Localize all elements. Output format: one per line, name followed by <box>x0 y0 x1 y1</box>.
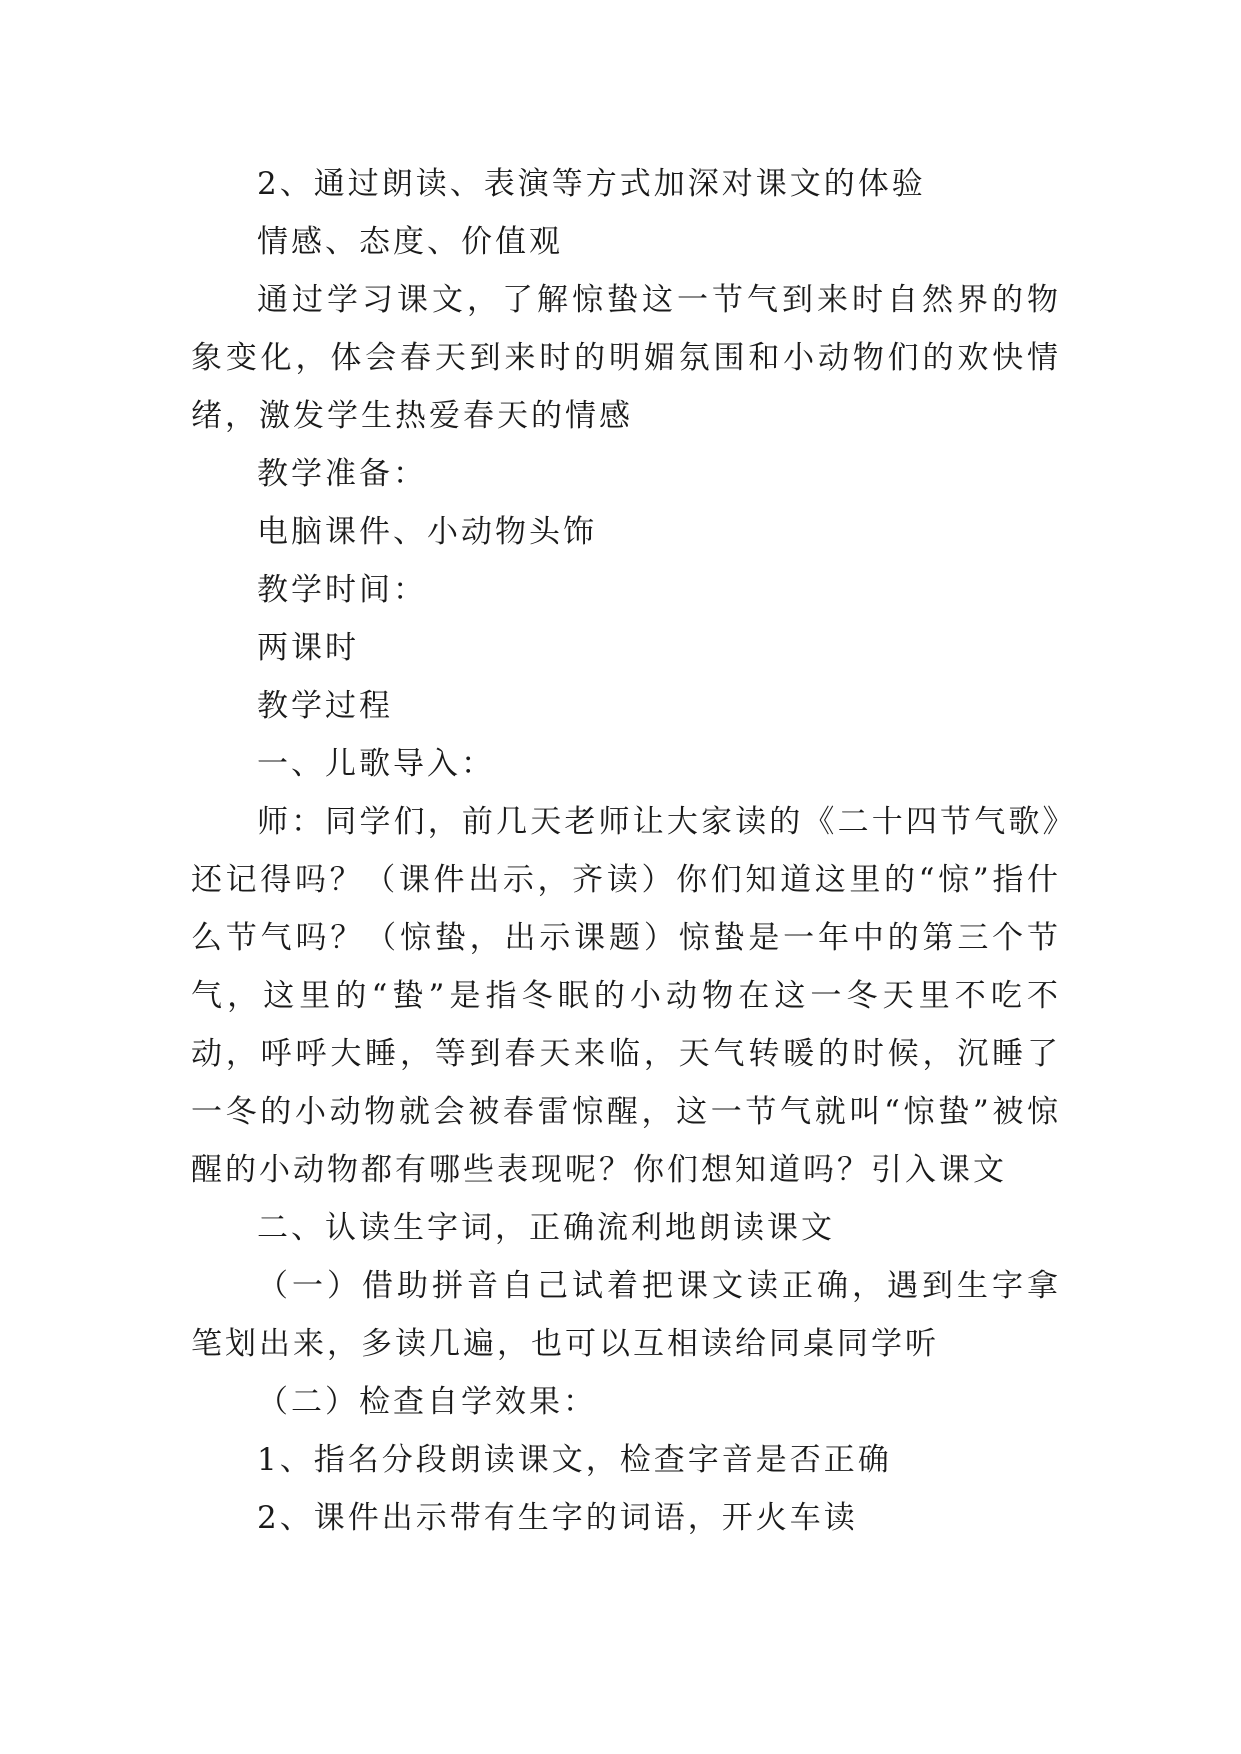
section-heading: 教学时间： <box>257 572 427 608</box>
paragraph: （二）检查自学效果： <box>257 1384 597 1420</box>
paragraph: 2、通过朗读、表演等方式加深对课文的体验 <box>257 166 926 202</box>
paragraph: 2、课件出示带有生字的词语，开火车读 <box>257 1500 858 1536</box>
section-heading: 教学过程 <box>257 688 393 724</box>
paragraph: 电脑课件、小动物头饰 <box>257 514 597 550</box>
paragraph: 1、指名分段朗读课文，检查字音是否正确 <box>257 1442 892 1478</box>
paragraph: 通过学习课文，了解惊蛰这一节气到来时自然界的物象变化，体会春天到来时的明媚氛围和小动物们的欢快情绪，激发学生热爱春天的情感 <box>191 282 1061 434</box>
section-heading: 二、认读生字词，正确流利地朗读课文 <box>257 1210 835 1246</box>
section-heading: 教学准备： <box>257 456 427 492</box>
section-heading: 情感、态度、价值观 <box>257 224 563 260</box>
paragraph: （一）借助拼音自己试着把课文读正确，遇到生字拿笔划出来，多读几遍，也可以互相读给同桌同学听 <box>191 1268 1061 1362</box>
section-heading: 一、儿歌导入： <box>257 746 495 782</box>
document-body <box>191 155 1061 1547</box>
paragraph: 两课时 <box>257 630 359 666</box>
paragraph: 师：同学们，前几天老师让大家读的《二十四节气歌》还记得吗？（课件出示，齐读）你们知道这里的“惊”指什么节气吗？（惊蛰，出示课题）惊蛰是一年中的第三个节气，这里的“蛰”是指冬眠的小动物在这一冬天里不吃不动，呼呼大睡，等到春天来临，天气转暖的时候，沉睡了一冬的小动物就会被春雷惊醒，这一节气就叫“惊蛰”被惊醒的小动物都有哪些表现呢？你们想知道吗？引入课文 <box>191 804 1061 1188</box>
